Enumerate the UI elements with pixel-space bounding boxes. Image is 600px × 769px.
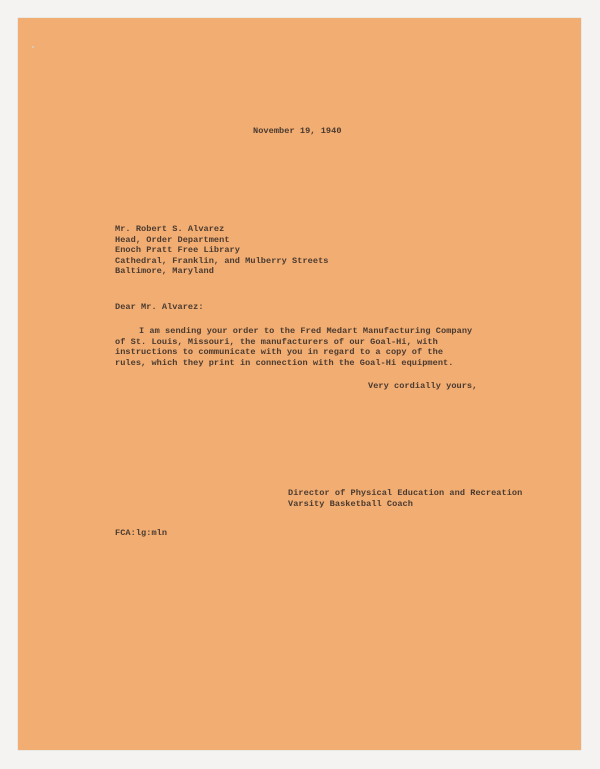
address-line: Enoch Pratt Free Library: [115, 245, 240, 256]
paper-speck: [32, 46, 34, 48]
signature-block: [288, 488, 522, 509]
body-line: instructions to communicate with you in regard to a copy of the: [115, 347, 444, 358]
signature-title: Director of Physical Education and Recreation: [288, 488, 523, 498]
body-line: I am sending your order to the Fred Medart Manufacturing Company: [139, 326, 473, 336]
address-line: Head, Order Department: [115, 234, 230, 245]
signature-title: Varsity Basketball Coach: [288, 498, 413, 509]
body-line: of St. Louis, Missouri, the manufacturers of our Goal-Hi, with: [115, 336, 438, 347]
address-line: Baltimore, Maryland: [115, 266, 214, 277]
letter-page: [18, 18, 581, 750]
letter-date: November 19, 1940: [253, 126, 342, 136]
closing: Very cordially yours,: [368, 381, 478, 391]
address-line: Cathedral, Franklin, and Mulberry Streets: [115, 255, 329, 266]
reference-initials: FCA:lg:mln: [115, 528, 168, 538]
address-line: Mr. Robert S. Alvarez: [115, 224, 225, 234]
salutation: Dear Mr. Alvarez:: [115, 302, 204, 312]
letter-body: [115, 326, 472, 368]
body-line: rules, which they print in connection with the Goal-Hi equipment.: [115, 357, 454, 368]
recipient-address: [115, 224, 329, 277]
